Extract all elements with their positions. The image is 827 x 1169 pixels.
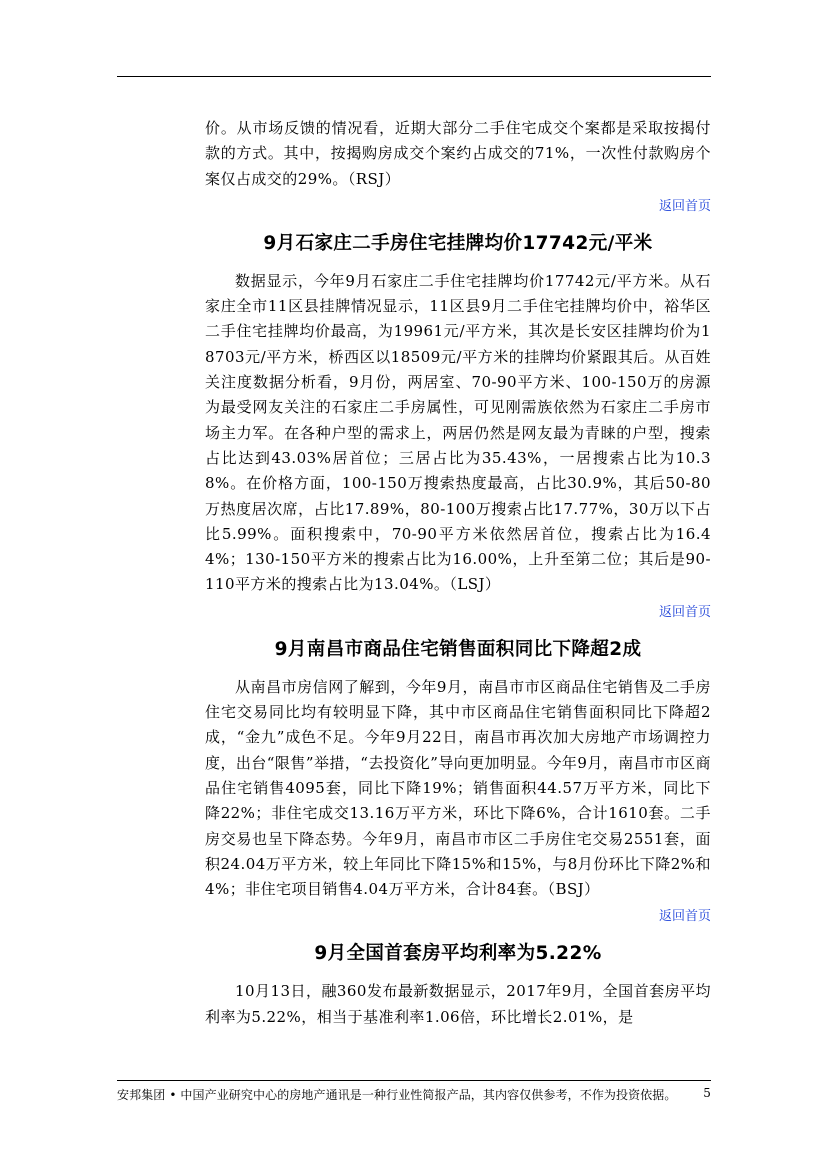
section-heading: 9月全国首套房平均利率为5.22%	[314, 943, 602, 965]
footer-disclaimer: 安邦集团 • 中国产业研究中心的房地产通讯是一种行业性简报产品，其内容仅供参考，不作为投资依据。	[117, 1088, 677, 1102]
section-body: 从南昌市房信网了解到，今年9月，南昌市市区商品住宅销售及二手房住宅交易同比均有较明显下降，其中市区商品住宅销售面积同比下降超2成，“金九”成色不足。今年9月22日，南昌市再次加大房地产市场调控力度，出台“限售”举措，“去投资化”导向更加明显。今年9月，南昌市市区商品住宅销售4095套，同比下降19%；销售面积44.57万平方米，同比下降22%；非住宅成交13.16万平方米，环比下降6%，合计1610套。二手房交易也呈下降态势。今年9月，南昌市市区二手房住宅交易2551套，面积24.04万平方米，较上年同比下降15%和15%，与8月份环比下降2%和4%；非住宅项目销售4.04万平方米，合计84套。（BSJ）	[205, 677, 711, 899]
section-heading: 9月南昌市商品住宅销售面积同比下降超2成	[274, 638, 642, 660]
back-to-home-link[interactable]: 返回首页	[658, 909, 711, 925]
section-body: 10月13日，融360发布最新数据显示，2017年9月，全国首套房平均利率为5.22%，相当于基准利率1.06倍，环比增长2.01%，是	[205, 982, 711, 1026]
back-to-home-link[interactable]: 返回首页	[658, 198, 711, 214]
header-rule	[117, 76, 711, 77]
section-body: 价。从市场反馈的情况看，近期大部分二手住宅成交个案都是采取按揭付款的方式。其中，按揭购房成交个案约占成交的71%，一次性付款购房个案仅占成交的29%。（RSJ）	[205, 119, 711, 188]
page-footer	[117, 1086, 711, 1103]
section-body: 数据显示，今年9月石家庄二手住宅挂牌均价17742元/平方米。从石家庄全市11区县挂牌情况显示，11区县9月二手住宅挂牌均价中，裕华区二手住宅挂牌均价最高，为19961元/平方米，其次是长安区挂牌均价为18703元/平方米，桥西区以18509元/平方米的挂牌均价紧跟其后。从百姓关注度数据分析看，9月份，两居室、70-90平方米、100-150万的房源为最受网友关注的石家庄二手房属性，可见刚需族依然为石家庄二手房市场主力军。在各种户型的需求上，两居仍然是网友最为青睐的户型，搜索占比达到43.03%居首位；三居占比为35.43%，一居搜索占比为10.38%。在价格方面，100-150万搜索热度最高，占比30.9%，其后50-80万热度居次席，占比17.89%，80-100万搜索占比17.77%，30万以下占比5.99%。面积搜索中，70-90平方米依然居首位，搜索占比为16.44%；130-150平方米的搜索占比为16.00%，上升至第二位；其后是90-110平方米的搜索占比为13.04%。（LSJ）	[205, 271, 711, 594]
footer-rule	[117, 1080, 711, 1081]
back-to-home-link[interactable]: 返回首页	[658, 604, 711, 620]
page-content	[205, 116, 711, 1030]
section-heading: 9月石家庄二手房住宅挂牌均价17742元/平米	[263, 232, 653, 254]
page-number: 5	[703, 1086, 711, 1100]
